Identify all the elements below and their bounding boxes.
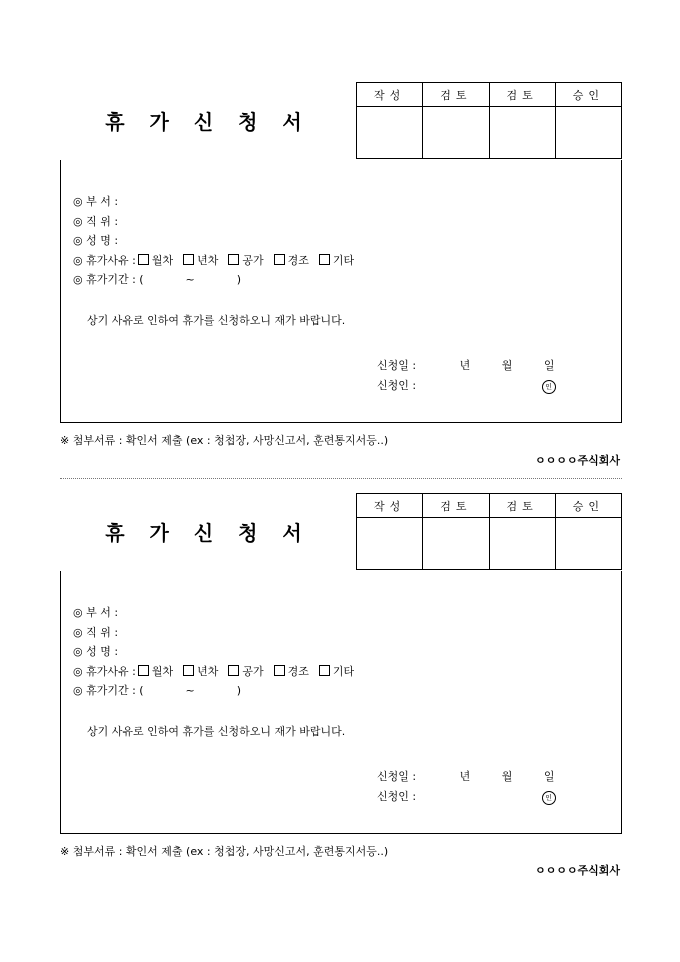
date-month-label: 월 <box>501 770 513 783</box>
reason-field <box>73 251 362 271</box>
signature-block <box>377 356 556 396</box>
applicant-row[interactable] <box>377 787 556 807</box>
reason-family-event: 경조 <box>287 253 309 267</box>
approval-table <box>356 82 622 159</box>
reason-official: 공가 <box>242 664 264 678</box>
period-field[interactable]: ◎ 휴가기간 : ( ~ ) <box>73 684 242 697</box>
position-field[interactable]: ◎ 직 위 : <box>73 214 119 228</box>
request-statement: 상기 사유로 인하여 휴가를 신청하오니 재가 바랍니다. <box>87 314 346 327</box>
form-title: 휴 가 신 청 서 <box>105 521 311 545</box>
form-header <box>60 493 622 571</box>
name-field[interactable]: ◎ 성 명 : <box>73 234 119 247</box>
reason-other: 기타 <box>332 253 355 267</box>
approval-header-review-1: 검토 <box>423 494 489 518</box>
field-list <box>73 603 362 701</box>
field-list <box>73 192 362 290</box>
applicant-label: 신청인 : <box>377 379 417 392</box>
reason-field <box>73 662 362 682</box>
form-header <box>60 82 622 160</box>
leave-form-2 <box>60 493 622 834</box>
reason-monthly: 월차 <box>151 253 174 267</box>
date-day-label: 일 <box>543 770 555 783</box>
approval-header-author: 작성 <box>357 83 423 107</box>
approval-sign-author[interactable] <box>357 518 423 570</box>
checkbox-annual[interactable] <box>183 254 194 265</box>
checkbox-family-event[interactable] <box>274 254 285 265</box>
form-body <box>60 571 622 834</box>
reason-label: ◎ 휴가사유 : <box>73 664 136 678</box>
request-statement: 상기 사유로 인하여 휴가를 신청하오니 재가 바랍니다. <box>87 725 346 738</box>
reason-annual: 년차 <box>197 253 219 267</box>
checkbox-family-event[interactable] <box>274 665 285 676</box>
period-field[interactable]: ◎ 휴가기간 : ( ~ ) <box>73 273 242 286</box>
form-body <box>60 160 622 423</box>
approval-header-review-2: 검토 <box>489 494 555 518</box>
cut-line <box>60 478 622 479</box>
applicant-row[interactable] <box>377 376 556 396</box>
date-month-label: 월 <box>501 359 513 372</box>
approval-sign-review-2[interactable] <box>489 518 555 570</box>
leave-form-1 <box>60 82 622 423</box>
position-field[interactable]: ◎ 직 위 : <box>73 625 119 639</box>
name-field[interactable]: ◎ 성 명 : <box>73 645 119 658</box>
reason-official: 공가 <box>242 253 264 267</box>
seal-icon: 인 <box>542 791 556 805</box>
checkbox-official[interactable] <box>228 665 239 676</box>
approval-header-approve: 승인 <box>555 83 621 107</box>
date-day-label: 일 <box>543 359 555 372</box>
approval-header-review-1: 검토 <box>423 83 489 107</box>
checkbox-monthly[interactable] <box>138 254 149 265</box>
checkbox-annual[interactable] <box>183 665 194 676</box>
checkbox-official[interactable] <box>228 254 239 265</box>
approval-sign-review-1[interactable] <box>423 107 489 159</box>
date-label: 신청일 : <box>377 359 417 372</box>
applicant-label: 신청인 : <box>377 790 417 803</box>
dept-field[interactable]: ◎ 부 서 : <box>73 606 119 619</box>
attachment-note-2: ※ 첨부서류 : 확인서 제출 (ex : 청첩장, 사망신고서, 훈련통지서등..) <box>60 845 389 858</box>
reason-monthly: 월차 <box>151 664 174 678</box>
reason-label: ◎ 휴가사유 : <box>73 253 136 267</box>
approval-header-review-2: 검토 <box>489 83 555 107</box>
date-year-label: 년 <box>459 359 471 372</box>
checkbox-other[interactable] <box>319 665 330 676</box>
reason-other: 기타 <box>332 664 355 678</box>
attachment-note-1: ※ 첨부서류 : 확인서 제출 (ex : 청첩장, 사망신고서, 훈련통지서등..) <box>60 434 389 447</box>
approval-sign-approve[interactable] <box>555 518 621 570</box>
reason-annual: 년차 <box>197 664 219 678</box>
approval-sign-review-2[interactable] <box>489 107 555 159</box>
checkbox-monthly[interactable] <box>138 665 149 676</box>
request-date-row[interactable] <box>377 767 556 787</box>
checkbox-other[interactable] <box>319 254 330 265</box>
approval-sign-approve[interactable] <box>555 107 621 159</box>
reason-family-event: 경조 <box>287 664 309 678</box>
date-label: 신청일 : <box>377 770 417 783</box>
approval-sign-review-1[interactable] <box>423 518 489 570</box>
request-date-row[interactable] <box>377 356 556 376</box>
company-name-1: ㅇㅇㅇㅇ주식회사 <box>534 454 620 467</box>
date-year-label: 년 <box>459 770 471 783</box>
form-title: 휴 가 신 청 서 <box>105 110 311 134</box>
signature-block <box>377 767 556 807</box>
company-name-2: ㅇㅇㅇㅇ주식회사 <box>534 864 620 877</box>
dept-field[interactable]: ◎ 부 서 : <box>73 195 119 208</box>
seal-icon: 인 <box>542 380 556 394</box>
approval-header-approve: 승인 <box>555 494 621 518</box>
approval-header-author: 작성 <box>357 494 423 518</box>
approval-table <box>356 493 622 570</box>
approval-sign-author[interactable] <box>357 107 423 159</box>
